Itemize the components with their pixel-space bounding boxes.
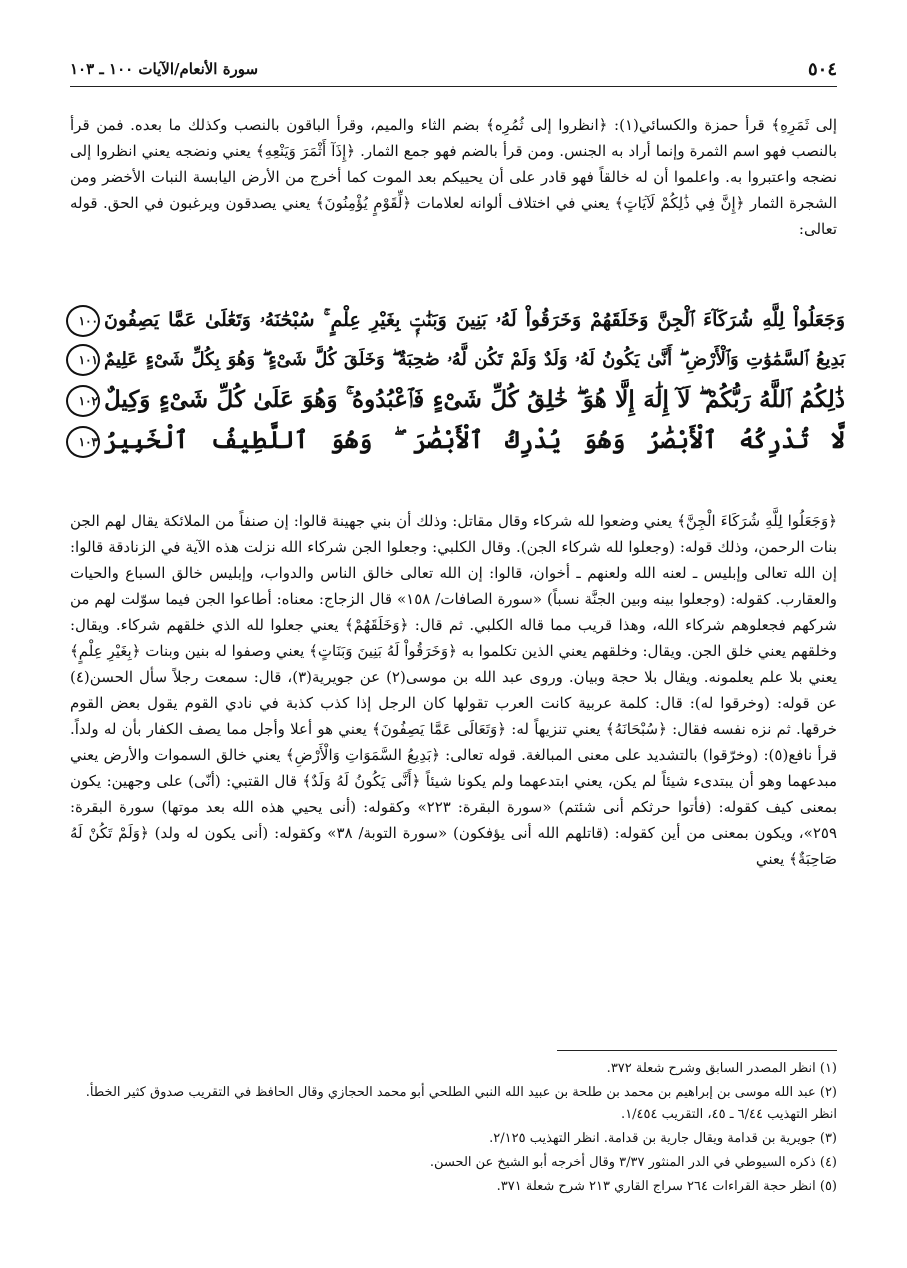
running-title: سورة الأنعام/الآيات ١٠٠ ـ ١٠٣	[70, 60, 259, 78]
footnotes	[70, 1058, 837, 1200]
quran-verses	[62, 300, 845, 460]
footnote: (٣) جويرية بن قدامة ويقال جارية بن قدامة. انظر التهذيب ٢/١٢٥.	[489, 1131, 837, 1146]
footnote: (٥) انظر حجة القراءات ٢٦٤ سراج القاري ٢١٣ شرح شعلة ٣٧١.	[496, 1179, 837, 1194]
ayah-number-marker: ١٠٢	[66, 385, 100, 417]
verse-line-1	[62, 300, 845, 340]
page-number: ٥٠٤	[807, 58, 837, 80]
verse-line-2	[62, 340, 845, 380]
verse-line-4	[62, 420, 845, 460]
ayah-number-marker: ١٠١	[66, 344, 100, 376]
verse-text-4: لَّا تُدْرِكُهُ ٱلْأَبْصَٰرُ وَهُوَ يُدْرِكُ ٱلْأَبْصَٰرَ ۖ وَهُوَ ٱللَّطِيفُ ٱلْخَبِيرُ	[104, 425, 845, 454]
verse-text-3: ذَٰلِكُمُ ٱللَّهُ رَبُّكُمْ ۖ لَآ إِلَٰهَ إِلَّا هُوَ ۖ خَٰلِقُ كُلِّ شَىْءٍ فَٱعْبُدُوهُ ۚ وَهُوَ عَلَىٰ كُلِّ شَىْءٍ وَكِيلٌ	[104, 386, 845, 413]
verse-text-2: بَدِيعُ ٱلسَّمَٰوَٰتِ وَٱلْأَرْضِ ۖ أَنَّىٰ يَكُونُ لَهُۥ وَلَدٌ وَلَمْ تَكُن لَّهُۥ صَٰحِبَةٌ ۖ وَخَلَقَ كُلَّ شَىْءٍ ۖ وَهُوَ بِكُلِّ شَىْءٍ عَلِيمٌ	[104, 349, 845, 370]
verse-text-1: وَجَعَلُواْ لِلَّهِ شُرَكَآءَ ٱلْجِنَّ وَخَلَقَهُمْ وَخَرَقُواْ لَهُۥ بَنِينَ وَبَنَٰتٍۭ بِغَيْرِ عِلْمٍ ۚ سُبْحَٰنَهُۥ وَتَعَٰلَىٰ عَمَّا يَصِفُونَ	[104, 309, 845, 331]
footnotes-divider	[557, 1050, 837, 1051]
commentary-paragraph-2: ﴿وَجَعَلُوا لِلَّهِ شُرَكَاءَ الْجِنَّ﴾ يعني وضعوا لله شركاء وقال مقاتل: وذلك أن بني جهينة قالوا: إن صنفاً من الملائكة يقال لهم الجن بنات الرحمن، وذلك قوله: (وجعلوا لله شركاء الجن). وقال الكلبي: وجعلوا الجن شركاء الله نزلت هذه الآية في الزنادقة قالوا: إن الله تعالى وإبليس ـ لعنه الله ولعنهم ـ أخوان، قالوا: إن الله تعالى خالق الناس والدواب، وإبليس خالق السباع والحيات والعقارب. كقوله: (وجعلوا بينه وبين الجنَّة نسباً) «سورة الصافات/ ١٥٨» قال الزجاج: معناه: أطاعوا الجن فيما سوّلت لهم من شركهم فجعلوهم شركاء الله، وهذا قريب مما قاله الكلبي. ثم قال: ﴿وَخَلَقَهُمْ﴾ يعني جعلوا لله الذي خلقهم شركاء. ويقال: وخلقهم يعني خلق الجن. ويقال: وخلقهم يعني الذين تكلموا به ﴿وَخَرَقُواْ لَهُ بَنِينَ وَبَنَاتٍ﴾ يعني وصفوا له بنين وبنات ﴿بِغَيْرِ عِلْمٍ﴾ يعني بلا علم يعلمونه. ويقال بلا حجة وبيان. وروى عبد الله بن موسى(٢) عن جويرية(٣)، قال: سمعت رجلاً سأل الحسن(٤) عن قوله: (وخرقوا له): قال: كلمة عربية كانت العرب تقولها كان الرجل إذا كذب كذبة في نادي القوم يقول بعض القوم خرقها. ثم نزه نفسه فقال: ﴿سُبْحَانَهُ﴾ يعني تنزيهاً له: ﴿وَتَعَالَى عَمَّا يَصِفُونَ﴾ يعني هو أعلا وأجل مما يصف الكفار بأن له ولداً. قرأ نافع(٥): (وخرّقوا) بالتشديد على معنى المبالغة. قوله تعالى: ﴿بَدِيعُ السَّمَوَاتِ وَالْأَرْضِ﴾ يعني خالق السموات والأرض يعني مبدعهما وهو أن يبتدىء شيئاً لم يكن، يعني ابتدعهما ولم يكونا شيئاً ﴿أَنَّى يَكُونُ لَهُ وَلَدٌ﴾ قال القتبي: (أنّى) على وجهين: يكون بمعنى كيف كقوله: (فأتوا حرثكم أنى شئتم) «سورة البقرة: ٢٢٣» وكقوله: (أنى يحيي هذه الله بعد موتها) سورة البقرة: ٢٥٩»، ويكون بمعنى من أين كقوله: (قاتلهم الله أنى يؤفكون) «سورة التوبة/ ٣٨» وكقوله: (أنى يكون له ولد) ﴿وَلَمْ تَكُنْ لَهُ صَاحِبَةٌ﴾ يعني	[70, 512, 837, 868]
ayah-number-marker: ١٠٣	[66, 426, 100, 458]
footnote: (٢) عبد الله موسى بن إبراهيم بن محمد بن طلحة بن عبيد الله النبي الطلحي أبو محمد الحجازي وقال الحافظ في التقريب صدوق كثير الخطأ. انظر التهذيب ٦/٤٤ ـ ٤٥، التقريب ١/٤٥٤.	[85, 1085, 837, 1122]
page-header	[70, 56, 837, 87]
footnote: (١) انظر المصدر السابق وشرح شعلة ٣٧٢.	[606, 1061, 837, 1076]
verse-line-3	[62, 380, 845, 420]
ayah-number-marker: ١٠٠	[66, 305, 100, 337]
footnote: (٤) ذكره السيوطي في الدر المنثور ٣/٣٧ وقال أخرجه أبو الشيخ عن الحسن.	[429, 1155, 837, 1170]
commentary-paragraph-1: إلى ثَمَرِهِ﴾ قرأ حمزة والكسائي(١): ﴿انظروا إلى ثُمُرِه﴾ بضم الثاء والميم، وقرأ الباقون بالنصب وكذلك ما بعده. فمن قرأ بالنصب فهو اسم الثمرة وإنما أراد به الجنس. ومن قرأ بالضم فهو جمع الثمار. ﴿إِذَآ أَثْمَرَ وَيَنْعِهِ﴾ يعني ونضجه يعني انظروا إلى نضجه واعتبروا به. واعلموا أن له خالقاً فهو قادر على أن يحييكم بعد الموت كما أخرج من الأرض اليابسة النبات الأخضر ومن الشجرة الثمار ﴿إِنَّ فِي ذَٰلِكُمْ لَآيَاتٍ﴾ يعني في اختلاف ألوانه لعلامات ﴿لِّقَوْمٍ يُؤْمِنُونَ﴾ يعني يصدقون ويرغبون في الحق. قوله تعالى:	[70, 116, 837, 238]
